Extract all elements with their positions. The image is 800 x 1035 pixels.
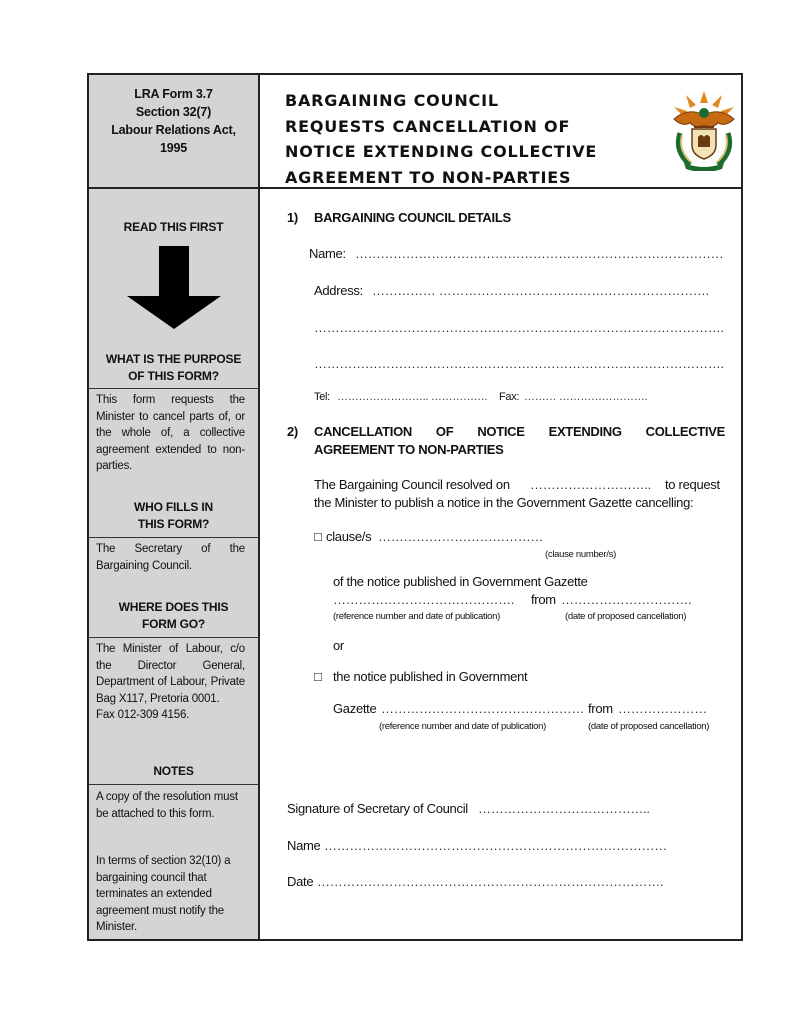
purpose-heading: WHAT IS THE PURPOSE OF THIS FORM? <box>105 352 242 383</box>
clause-label: clause/s <box>326 529 372 544</box>
resolved-suffix: to request <box>665 477 720 492</box>
clause-caption: (clause number/s) <box>545 549 616 560</box>
coat-of-arms-icon <box>668 89 740 171</box>
reference-caption-2: (reference number and date of publication) <box>379 721 546 732</box>
signature-label: Signature of Secretary of Council <box>287 801 468 816</box>
form-header <box>260 75 741 189</box>
form-title: BARGAINING COUNCIL REQUESTS CANCELLATION OF NOTICE EXTENDING COLLECTIVE AGREEMENT TO NON-PARTIES <box>285 91 598 187</box>
read-first-heading: READ THIS FIRST <box>123 220 224 234</box>
section1-heading: BARGAINING COUNCIL DETAILS <box>314 210 511 225</box>
signature-date-field[interactable]: ………………………………………………………………………. <box>317 874 664 889</box>
notes-text-2: In terms of section 32(10) a bargaining council that terminates an extended agreement must notify the Minister. <box>96 855 231 933</box>
fax-field[interactable]: ……… ……………………. <box>524 391 648 403</box>
signature-date-label: Date <box>287 874 314 889</box>
where-heading: WHERE DOES THIS FORM GO? <box>118 600 229 631</box>
date-caption: (date of proposed cancellation) <box>565 611 687 622</box>
divider <box>89 637 258 638</box>
date-caption-2: (date of proposed cancellation) <box>588 721 710 732</box>
clause-checkbox[interactable]: □ <box>314 529 322 544</box>
name-label: Name: <box>309 246 346 261</box>
notes-text-1: A copy of the resolution must be attached to this form. <box>96 791 238 820</box>
signature-field[interactable]: ………………………………….. <box>478 801 650 816</box>
signatory-name-label: Name <box>287 838 321 853</box>
main-content <box>260 75 741 939</box>
section2-number: 2) <box>287 424 298 439</box>
divider <box>89 784 258 785</box>
whole-notice-text: the notice published in Government <box>333 669 528 684</box>
notice-published-text: of the notice published in Government Gazette <box>333 574 588 589</box>
form-number: LRA Form 3.7 <box>134 87 213 101</box>
sidebar <box>89 75 260 939</box>
from-label-2: from <box>588 701 613 716</box>
cancellation-date-field[interactable]: …………………………. <box>561 592 692 607</box>
whole-notice-checkbox[interactable]: □ <box>314 669 322 684</box>
fax-label: Fax: <box>499 391 520 403</box>
who-heading: WHO FILLS IN THIS FORM? <box>134 500 213 531</box>
divider <box>89 388 258 389</box>
reference-caption: (reference number and date of publication) <box>333 611 500 622</box>
where-text: The Minister of Labour, c/o the Director General, Department of Labour, Private Bag X117, Pretoria 0001. Fax 012-309 4156. <box>96 643 245 721</box>
gazette-label: Gazette <box>333 701 377 716</box>
form-act: Labour Relations Act, <box>111 123 236 137</box>
divider <box>89 537 258 538</box>
form-reference <box>89 75 258 189</box>
gazette-reference-field-2[interactable]: ………………………………………… <box>381 701 585 716</box>
form-section: Section 32(7) <box>135 105 212 119</box>
resolved-prefix: The Bargaining Council resolved on <box>314 477 510 492</box>
request-line: the Minister to publish a notice in the Government Gazette cancelling: <box>314 495 694 510</box>
lra-form <box>87 73 743 941</box>
resolved-date-field[interactable]: ……………………….. <box>530 477 651 492</box>
from-label: from <box>531 592 556 607</box>
address-label: Address: <box>314 283 363 298</box>
cancellation-date-field-2[interactable]: ………………… <box>618 701 707 716</box>
address-field-line2[interactable]: ……………………………………………………………………………………. <box>314 320 724 335</box>
section2-heading: CANCELLATION OF NOTICE EXTENDING COLLECTIVE <box>314 424 725 439</box>
purpose-text: This form requests the Minister to cancel parts of, or the whole of, a collective agreement extended to non-parties. <box>96 394 245 472</box>
clause-field[interactable]: ………………………………… <box>378 529 544 544</box>
address-field-line3[interactable]: ……………………………………………………………………………………. <box>314 356 724 371</box>
section2-heading-line2: AGREEMENT TO NON-PARTIES <box>314 442 504 457</box>
who-text: The Secretary of the Bargaining Council. <box>96 543 245 572</box>
tel-label: Tel: <box>314 391 330 403</box>
down-arrow-icon <box>127 246 221 329</box>
section1-number: 1) <box>287 210 298 225</box>
form-act-year: 1995 <box>159 141 187 155</box>
name-field[interactable]: …………………………………………………………………………… <box>355 246 724 261</box>
address-field[interactable]: …………… ………………………………………………………. <box>372 283 709 298</box>
gazette-reference-field[interactable]: ……………………………………. <box>333 592 515 607</box>
notes-heading: NOTES <box>153 764 194 778</box>
or-label: or <box>333 638 344 653</box>
tel-field[interactable]: …………………….. ……………. <box>337 391 488 403</box>
signatory-name-field[interactable]: ……………………………………………………………………… <box>324 838 667 853</box>
